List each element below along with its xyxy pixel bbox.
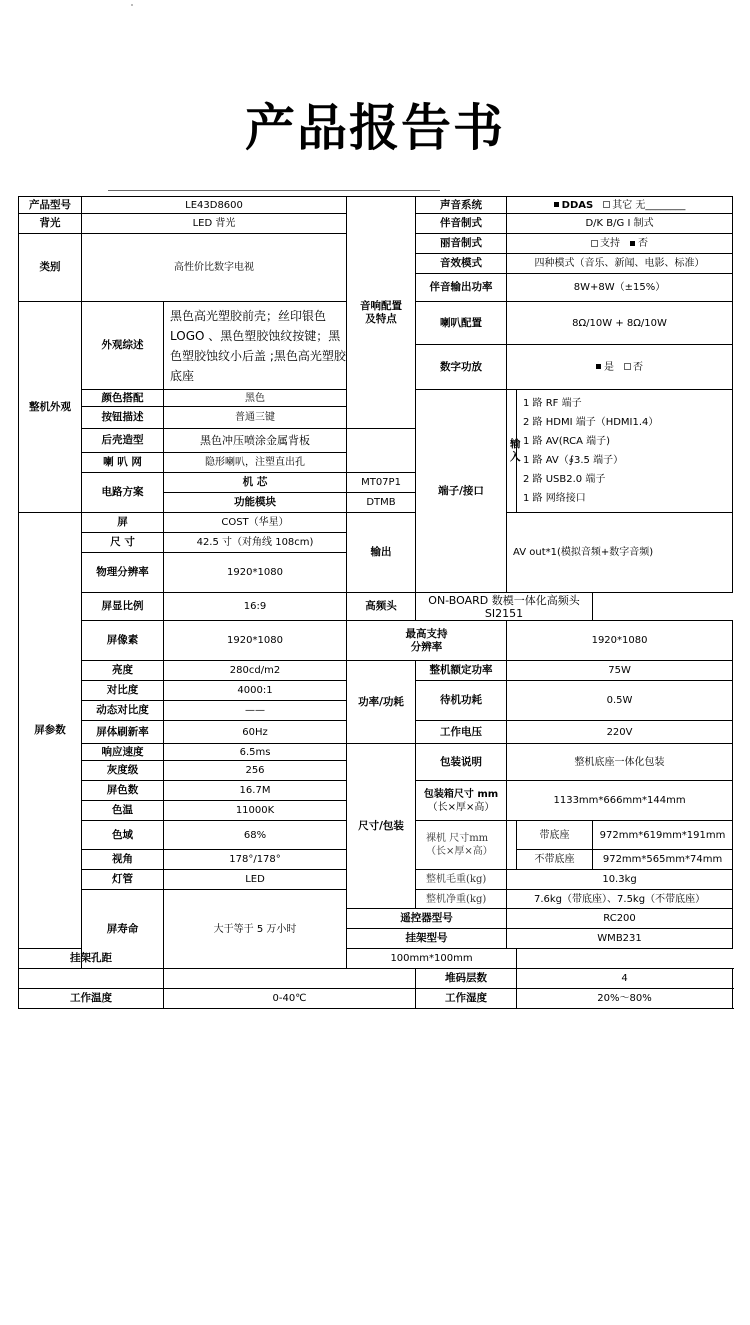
carton-label: 包装箱尺寸 mm （长×厚×高） [416,781,507,821]
input-label: 输入 [507,390,517,513]
rated-power-value: 75W [507,661,733,681]
page-title: 产品报告书 [245,98,505,157]
size-label: 尺 寸 [82,533,164,553]
bare-label: 裸机 尺寸mm （长×厚×高） [416,821,507,870]
mount-label: 挂架型号 [347,929,507,949]
nicam-label: 丽音制式 [416,234,507,254]
speaker-label: 喇叭配置 [416,302,507,345]
color-label: 颜色搭配 [82,390,164,407]
lamp-label: 灯管 [82,870,164,890]
screen-group-label: 屏参数 [19,513,82,949]
ratio-label: 屏显比例 [82,593,164,621]
blank-cell [164,969,416,989]
backshell-value: 黑色冲压喷涂金属背板 [164,429,347,453]
gross-label: 整机毛重(kg) [416,870,507,890]
overview-value: 黑色高光塑胶前壳；丝印银色 LOGO 、黑色塑胶蚀纹按键；黑 色塑胶蚀纹小后盖 ;黑色高光塑胶 底座 [164,302,347,390]
work-temp-value: 0-40℃ [164,989,416,1009]
model-value: LE43D8600 [82,197,347,214]
overview-label: 外观综述 [82,302,164,390]
max-res-value: 1920*1080 [507,621,733,661]
panel-label: 屏 [82,513,164,533]
output-power-value: 8W+8W（±15%） [507,274,733,302]
power-group-label: 功率/功耗 [347,661,416,744]
refresh-value: 60Hz [164,721,347,744]
panel-value: COST（华星） [164,513,347,533]
response-label: 响应速度 [82,744,164,761]
nicam-value: 支持 否 [507,234,733,254]
output-power-label: 伴音输出功率 [416,274,507,302]
carton-value: 1133mm*666mm*144mm [507,781,733,821]
output-value: AV out*1(模拟音频+数字音频) [507,513,733,593]
colors-value: 16.7M [164,781,347,801]
button-label: 按钮描述 [82,407,164,429]
input-value: 1 路 RF 端子 2 路 HDMI 端子（HDMI1.4） 1 路 AV(RCA 端子) 1 路 AV（∮3.5 端子） 2 路 USB2.0 端子 1 路 网络接口 [517,390,733,513]
life-label: 屏寿命 [82,890,164,969]
work-humidity-label: 工作湿度 [416,989,517,1009]
voltage-value: 220V [507,721,733,744]
scan-speck [131,4,133,6]
without-stand-value: 972mm*565mm*74mm [593,850,733,870]
function-value: DTMB [347,493,416,513]
work-temp-label: 工作温度 [19,989,164,1009]
mount-hole-value: 100mm*100mm [347,949,517,969]
ports-group-label: 端子/接口 [416,390,507,593]
effect-value: 四种模式（音乐、新闻、电影、标准） [507,254,733,274]
pixels-label: 屏像素 [82,621,164,661]
chip-value: MT07P1 [347,473,416,493]
backlight-label: 背光 [19,214,82,234]
voltage-label: 工作电压 [416,721,507,744]
with-stand-label: 带底座 [517,821,593,850]
backshell-label: 后壳造型 [82,429,164,453]
mount-value: WMB231 [507,929,733,949]
stack-label: 堆码层数 [416,969,517,989]
colors-label: 屏色数 [82,781,164,801]
net-label: 整机净重(kg) [416,890,507,909]
size-value: 42.5 寸（对角线 108cm) [164,533,347,553]
max-res-label: 最高支持 分辨率 [347,621,507,661]
gross-value: 10.3kg [507,870,733,890]
without-stand-label: 不带底座 [517,850,593,870]
model-label: 产品型号 [19,197,82,214]
dyn-contrast-value: —— [164,701,347,721]
brightness-value: 280cd/m2 [164,661,347,681]
brightness-label: 亮度 [82,661,164,681]
size-group-label: 尺寸/包装 [347,744,416,909]
speaker-value: 8Ω/10W + 8Ω/10W [507,302,733,345]
speaker-net-label: 喇 叭 网 [82,453,164,473]
checked-box-icon [554,202,559,207]
function-label: 功能模块 [164,493,347,513]
category-value: 高性价比数字电视 [82,234,347,302]
backlight-value: LED 背光 [82,214,347,234]
package-value: 整机底座一体化包装 [507,744,733,781]
speaker-net-value: 隐形喇叭，注塑直出孔 [164,453,347,473]
companion-value: D/K B/G I 制式 [507,214,733,234]
response-value: 6.5ms [164,744,347,761]
stack-value: 4 [517,969,733,989]
gamut-value: 68% [164,821,347,850]
appearance-group-label: 整机外观 [19,302,82,513]
tuner-label: 高频头 [347,593,416,621]
net-value: 7.6kg（带底座）、7.5kg（不带底座） [507,890,733,909]
chip-label: 机 芯 [164,473,347,493]
sound-system-value: DDAS 其它 无________ [507,197,733,214]
checked-box-icon [630,241,635,246]
contrast-label: 对比度 [82,681,164,701]
gamut-label: 色域 [82,821,164,850]
unchecked-box-icon [591,240,598,247]
output-label: 输出 [347,513,416,593]
digital-amp-label: 数字功放 [416,345,507,390]
rated-power-label: 整机额定功率 [416,661,507,681]
resolution-value: 1920*1080 [164,553,347,593]
temp-label: 色温 [82,801,164,821]
audio-group-label: 音响配置 及特点 [347,197,416,429]
remote-value: RC200 [507,909,733,929]
temp-value: 11000K [164,801,347,821]
gray-value: 256 [164,761,347,781]
color-value: 黑色 [164,390,347,407]
checked-box-icon [596,364,601,369]
angle-value: 178°/178° [164,850,347,870]
title-underline [108,190,440,191]
effect-label: 音效模式 [416,254,507,274]
mount-hole-label: 挂架孔距 [19,949,164,969]
sound-system-label: 声音系统 [416,197,507,214]
contrast-value: 4000:1 [164,681,347,701]
lamp-value: LED [164,870,347,890]
gray-label: 灰度级 [82,761,164,781]
unchecked-box-icon [603,201,610,208]
blank-cell [19,969,164,989]
product-spec-table [18,196,733,1009]
tuner-value: ON-BOARD 数模一体化高频头 SI2151 [416,593,593,621]
ratio-value: 16:9 [164,593,347,621]
digital-amp-value: 是 否 [507,345,733,390]
unchecked-box-icon [624,363,631,370]
button-value: 普通三键 [164,407,347,429]
refresh-label: 屏体刷新率 [82,721,164,744]
resolution-label: 物理分辨率 [82,553,164,593]
remote-label: 遥控器型号 [347,909,507,929]
companion-label: 伴音制式 [416,214,507,234]
standby-value: 0.5W [507,681,733,721]
angle-label: 视角 [82,850,164,870]
pixels-value: 1920*1080 [164,621,347,661]
standby-label: 待机功耗 [416,681,507,721]
with-stand-value: 972mm*619mm*191mm [593,821,733,850]
circuit-group-label: 电路方案 [82,473,164,513]
category-label: 类别 [19,234,82,302]
work-humidity-value: 20%～80% [517,989,733,1009]
package-label: 包装说明 [416,744,507,781]
life-value: 大于等于 5 万小时 [164,890,347,969]
dyn-contrast-label: 动态对比度 [82,701,164,721]
